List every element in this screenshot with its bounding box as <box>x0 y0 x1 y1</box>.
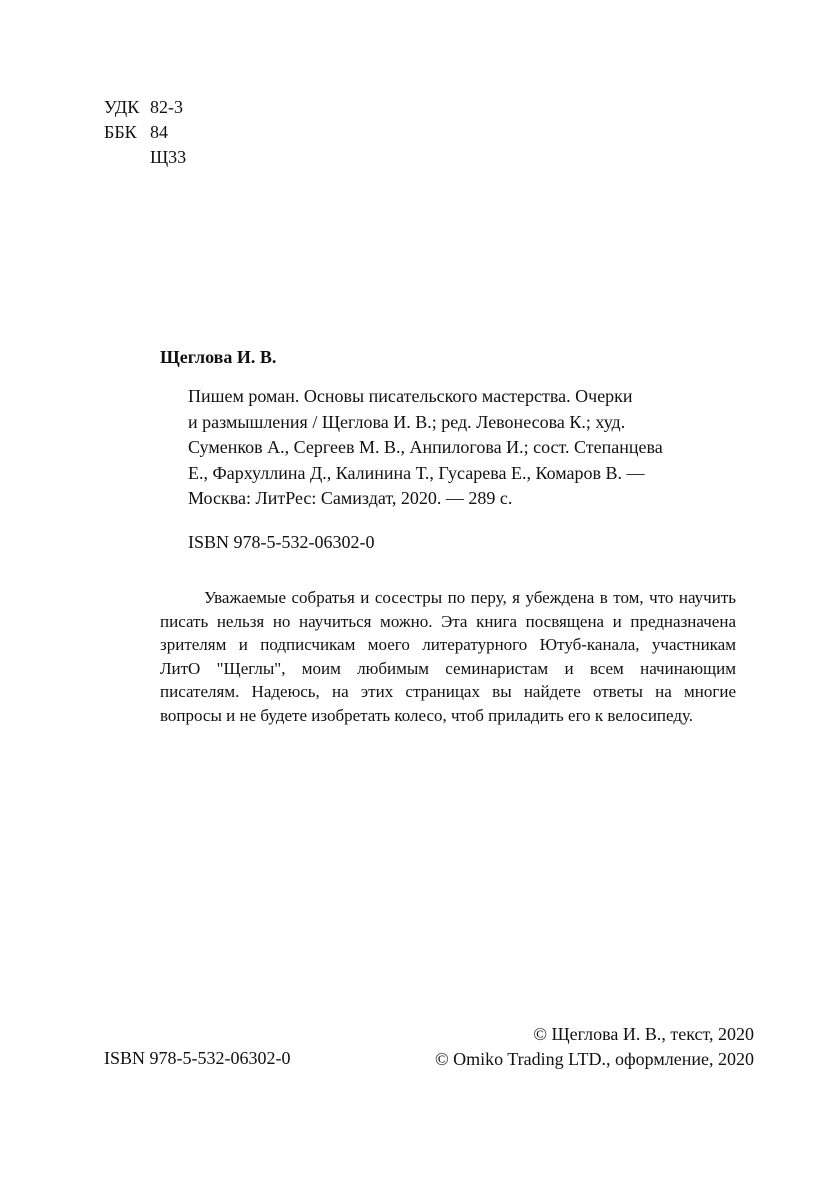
bibliographic-record <box>188 384 748 512</box>
bbk-label: ББК <box>104 122 137 142</box>
isbn-main: ISBN 978-5-532-06302-0 <box>188 532 375 552</box>
bbk-row <box>104 120 186 145</box>
author-heading: Щеглова И. В. <box>160 347 277 367</box>
bib-line: Суменков А., Сергеев М. В., Анпилогова И.; сост. Степанцева <box>188 437 663 457</box>
bib-line: Пишем роман. Основы писательского мастерства. Очерки <box>188 386 633 406</box>
annotation-line: писателям. Надеюсь, на этих страницах вы найдете ответы на многие <box>160 682 736 701</box>
annotation-line: Уважаемые собратья и сосестры по перу, я убеждена в том, что научить <box>204 588 736 607</box>
copyright-design-line: © Omiko Trading LTD., оформление, 2020 <box>434 1049 754 1069</box>
bib-line: Москва: ЛитРес: Самиздат, 2020. — 289 с. <box>188 488 513 508</box>
udk-row <box>104 95 186 120</box>
copyright-block <box>435 1022 754 1072</box>
bbk-value: 84 <box>150 122 168 142</box>
author-mark: Щ33 <box>150 147 187 167</box>
author-mark-row <box>104 145 186 170</box>
udk-value: 82-3 <box>150 97 183 117</box>
annotation-line: вопросы и не будете изобретать колесо, чтоб приладить его к велосипеду. <box>160 705 694 725</box>
copyright-text-line: © Щеглова И. В., текст, 2020 <box>533 1024 754 1044</box>
annotation <box>160 586 736 727</box>
classification-block <box>104 95 186 170</box>
annotation-line: зрителям и подписчикам моего литературного Ютуб-канала, участникам <box>160 635 736 654</box>
annotation-line: писать нельзя но научиться можно. Эта книга посвящена и предназначена <box>160 611 736 631</box>
udk-label: УДК <box>104 97 140 117</box>
bib-line: Е., Фархуллина Д., Калинина Т., Гусарева Е., Комаров В. — <box>188 462 645 483</box>
isbn-bottom: ISBN 978-5-532-06302-0 <box>104 1048 291 1068</box>
bib-line: и размышления / Щеглова И. В.; ред. Левонесова К.; худ. <box>188 411 626 432</box>
annotation-line: ЛитО "Щеглы", моим любимым семинаристам и всем начинающим <box>160 658 736 678</box>
